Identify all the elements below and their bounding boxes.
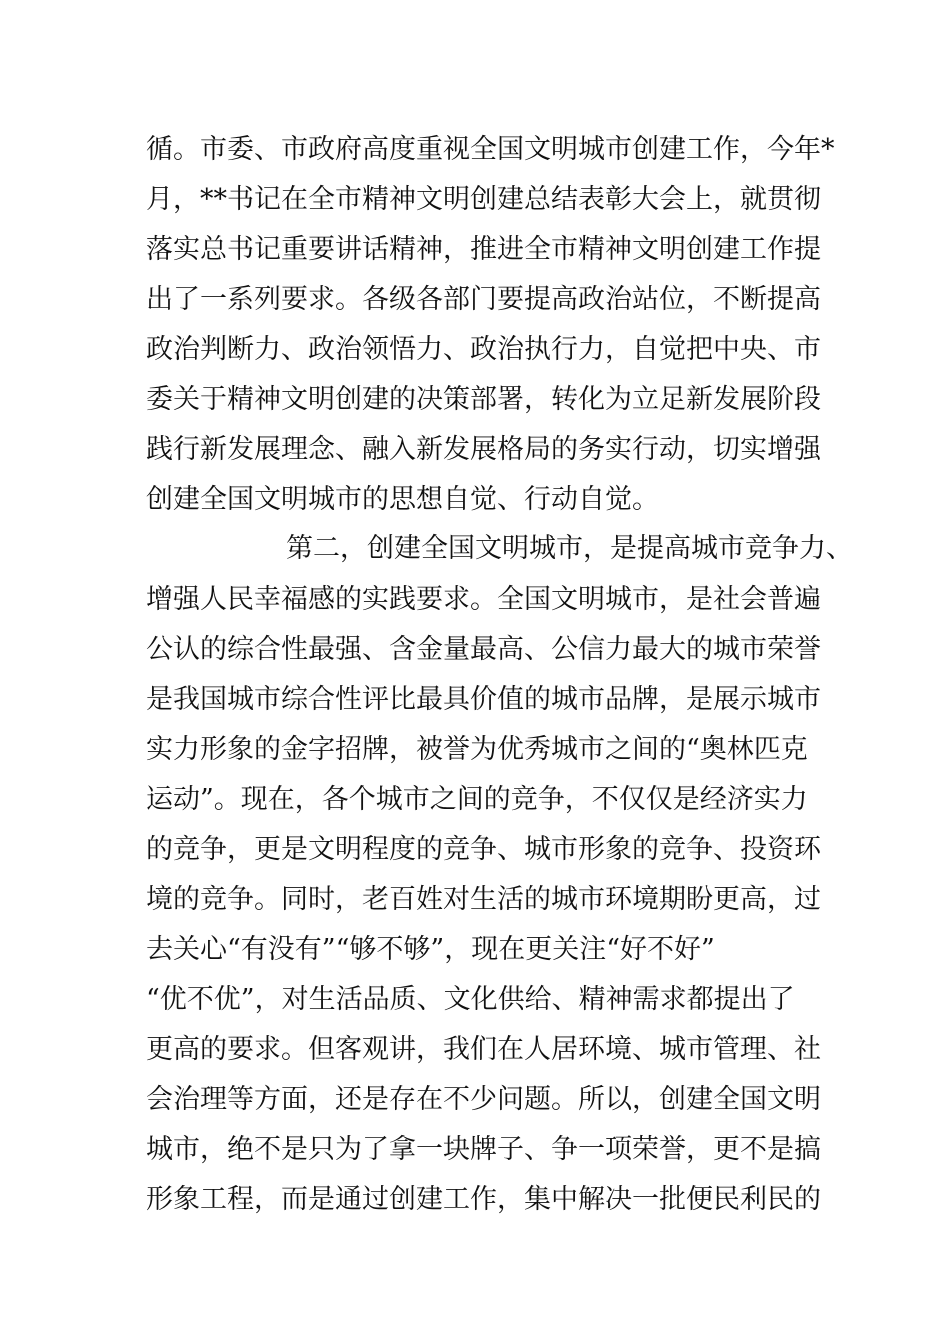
text-line: 月，**书记在全市精神文明创建总结表彰大会上，就贯彻 [146,184,821,215]
text-line: 形象工程，而是通过创建工作，集中解决一批便民利民的 [146,1184,821,1215]
text-line: 出了一系列要求。各级各部门要提高政治站位，不断提高 [146,284,821,315]
paragraph-heading-line: 第二，创建全国文明城市，是提高城市竞争力、 [286,533,853,564]
text-line: 是我国城市综合性评比最具价值的城市品牌，是展示城市 [146,684,821,715]
text-line: 城市，绝不是只为了拿一块牌子、争一项荣誉，更不是搞 [146,1134,821,1165]
text-line: 去关心“有没有”“够不够”，现在更关注“好不好” [146,934,715,965]
text-line: 创建全国文明城市的思想自觉、行动自觉。 [146,484,659,515]
text-line: 境的竞争。同时，老百姓对生活的城市环境期盼更高，过 [146,884,821,915]
text-line: “优不优”，对生活品质、文化供给、精神需求都提出了 [146,984,795,1015]
text-line: 循。市委、市政府高度重视全国文明城市创建工作，今年* [146,134,835,165]
text-line: 会治理等方面，还是存在不少问题。所以，创建全国文明 [146,1084,821,1115]
text-line: 践行新发展理念、融入新发展格局的务实行动，切实增强 [146,434,821,465]
text-line: 运动”。现在，各个城市之间的竞争，不仅仅是经济实力 [146,784,808,815]
text-line: 的竞争，更是文明程度的竞争、城市形象的竞争、投资环 [146,834,821,865]
text-line: 实力形象的金字招牌，被誉为优秀城市之间的“奥林匹克 [146,734,808,765]
text-line: 落实总书记重要讲话精神，推进全市精神文明创建工作提 [146,234,821,265]
text-line: 增强人民幸福感的实践要求。全国文明城市，是社会普遍 [146,584,821,615]
text-line: 政治判断力、政治领悟力、政治执行力，自觉把中央、市 [146,334,821,365]
text-line: 更高的要求。但客观讲，我们在人居环境、城市管理、社 [146,1034,821,1065]
text-line: 公认的综合性最强、含金量最高、公信力最大的城市荣誉 [146,634,821,665]
text-line: 委关于精神文明创建的决策部署，转化为立足新发展阶段 [146,384,821,415]
